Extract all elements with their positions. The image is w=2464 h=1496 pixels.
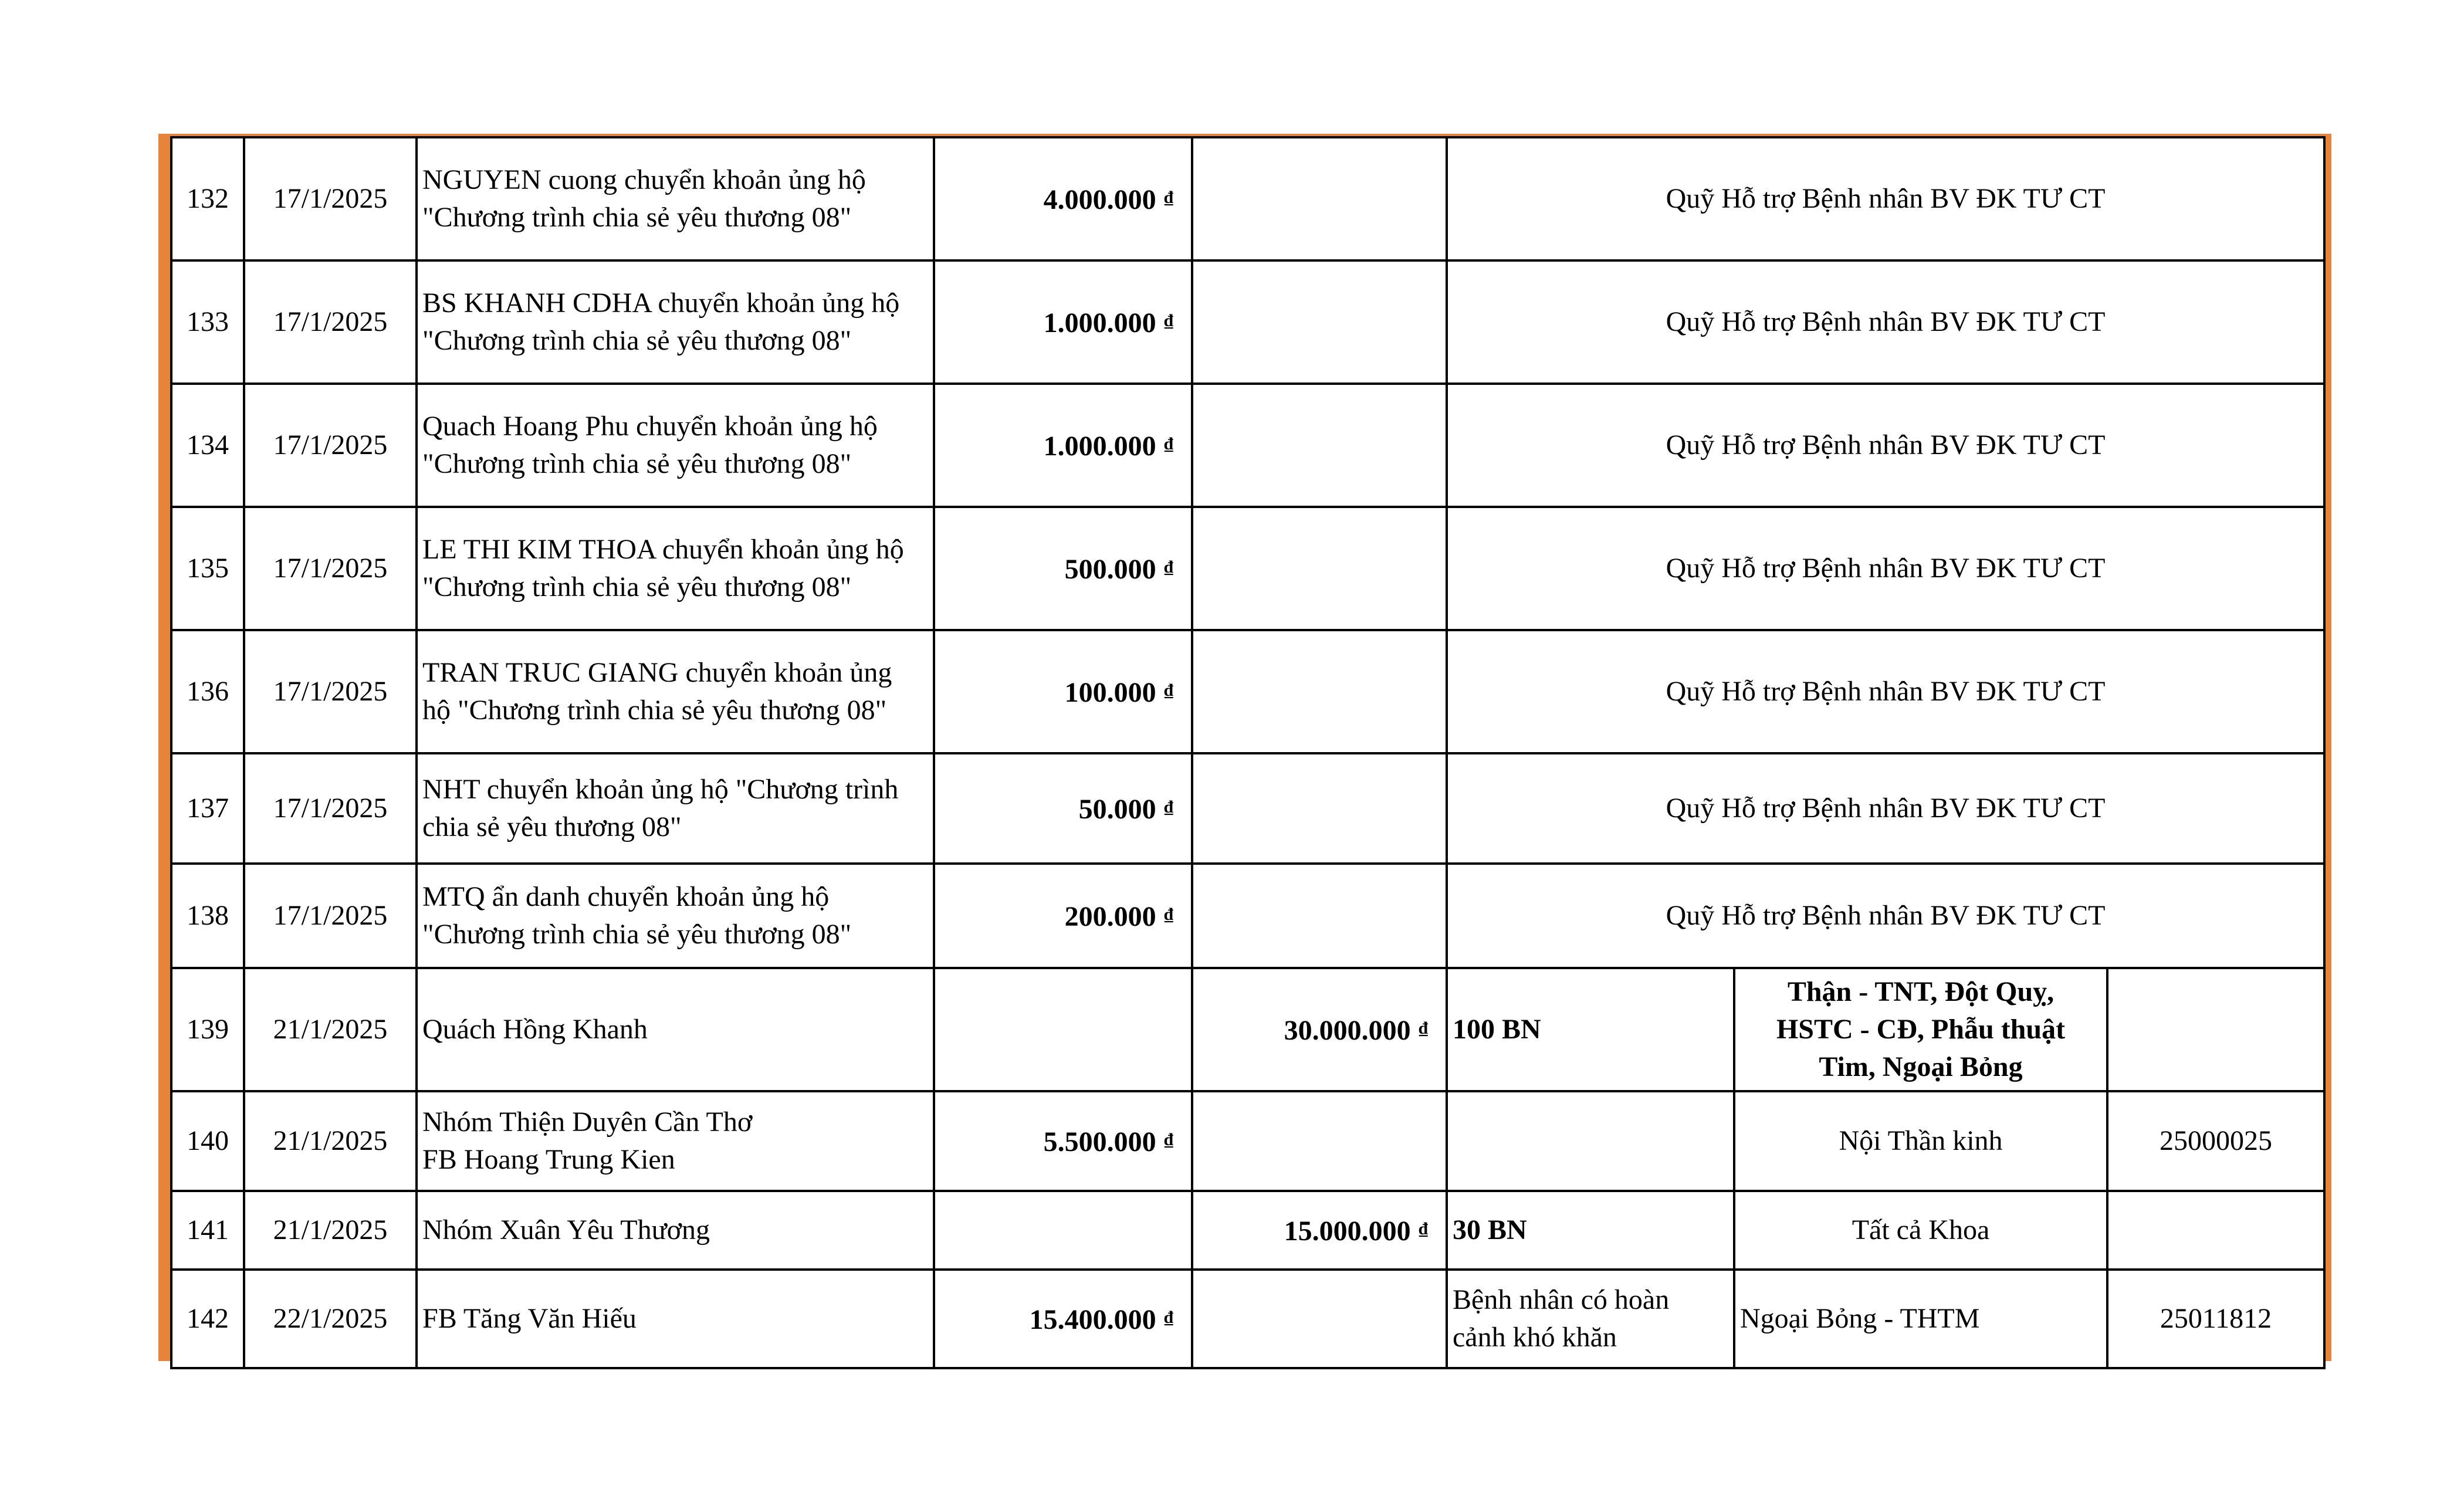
row-fund: Quỹ Hỗ trợ Bệnh nhân BV ĐK TƯ CT: [1447, 507, 2324, 630]
row-number: 141: [171, 1191, 244, 1270]
row-code: [2107, 1191, 2324, 1270]
row-amount-direct: [1192, 864, 1447, 968]
row-date: 17/1/2025: [244, 630, 417, 753]
row-description: Nhóm Thiện Duyên Cần Thơ FB Hoang Trung Kien: [417, 1091, 934, 1191]
row-amount-transfer: 1.000.000 ₫: [934, 384, 1192, 507]
row-description: Quach Hoang Phu chuyển khoản ủng hộ "Chương trình chia sẻ yêu thương 08": [417, 384, 934, 507]
row-amount-direct: [1192, 137, 1447, 260]
row-amount-direct: [1192, 507, 1447, 630]
row-code: [2107, 968, 2324, 1091]
row-amount-transfer: 5.500.000 ₫: [934, 1091, 1192, 1191]
row-description: NGUYEN cuong chuyển khoản ủng hộ "Chương trình chia sẻ yêu thương 08": [417, 137, 934, 260]
row-amount-direct: 15.000.000 ₫: [1192, 1191, 1447, 1270]
row-amount-transfer: 500.000 ₫: [934, 507, 1192, 630]
row-recipient: Bệnh nhân có hoàn cảnh khó khăn: [1447, 1270, 1734, 1368]
table-row: [171, 753, 2324, 864]
row-date: 17/1/2025: [244, 384, 417, 507]
row-amount-direct: [1192, 1270, 1447, 1368]
row-amount-direct: [1192, 630, 1447, 753]
row-date: 21/1/2025: [244, 968, 417, 1091]
row-recipient: 30 BN: [1447, 1191, 1734, 1270]
row-date: 21/1/2025: [244, 1191, 417, 1270]
row-description: LE THI KIM THOA chuyển khoản ủng hộ "Chương trình chia sẻ yêu thương 08": [417, 507, 934, 630]
table-row: [171, 137, 2324, 260]
row-date: 17/1/2025: [244, 260, 417, 384]
row-number: 138: [171, 864, 244, 968]
row-code: 25011812: [2107, 1270, 2324, 1368]
row-number: 137: [171, 753, 244, 864]
row-department: Ngoại Bỏng - THTM: [1734, 1270, 2107, 1368]
row-description: BS KHANH CDHA chuyển khoản ủng hộ "Chương trình chia sẻ yêu thương 08": [417, 260, 934, 384]
row-code: 25000025: [2107, 1091, 2324, 1191]
row-amount-transfer: [934, 1191, 1192, 1270]
row-amount-transfer: 15.400.000 ₫: [934, 1270, 1192, 1368]
row-date: 17/1/2025: [244, 864, 417, 968]
row-description: NHT chuyển khoản ủng hộ "Chương trình chia sẻ yêu thương 08": [417, 753, 934, 864]
row-number: 142: [171, 1270, 244, 1368]
row-fund: Quỹ Hỗ trợ Bệnh nhân BV ĐK TƯ CT: [1447, 630, 2324, 753]
table-row: [171, 260, 2324, 384]
row-number: 133: [171, 260, 244, 384]
row-amount-transfer: 50.000 ₫: [934, 753, 1192, 864]
row-description: Nhóm Xuân Yêu Thương: [417, 1191, 934, 1270]
row-recipient: 100 BN: [1447, 968, 1734, 1091]
row-description: Quách Hồng Khanh: [417, 968, 934, 1091]
table-row: [171, 630, 2324, 753]
row-date: 22/1/2025: [244, 1270, 417, 1368]
table-row: [171, 384, 2324, 507]
row-date: 21/1/2025: [244, 1091, 417, 1191]
row-amount-transfer: 200.000 ₫: [934, 864, 1192, 968]
row-amount-direct: [1192, 753, 1447, 864]
table-row: [171, 864, 2324, 968]
row-fund: Quỹ Hỗ trợ Bệnh nhân BV ĐK TƯ CT: [1447, 384, 2324, 507]
row-amount-direct: [1192, 384, 1447, 507]
table-row: [171, 1091, 2324, 1191]
row-amount-direct: [1192, 260, 1447, 384]
row-date: 17/1/2025: [244, 753, 417, 864]
row-number: 134: [171, 384, 244, 507]
row-fund: Quỹ Hỗ trợ Bệnh nhân BV ĐK TƯ CT: [1447, 260, 2324, 384]
row-number: 135: [171, 507, 244, 630]
row-date: 17/1/2025: [244, 137, 417, 260]
row-amount-transfer: 100.000 ₫: [934, 630, 1192, 753]
row-number: 136: [171, 630, 244, 753]
row-recipient: [1447, 1091, 1734, 1191]
row-amount-direct: 30.000.000 ₫: [1192, 968, 1447, 1091]
row-department: Thận - TNT, Đột Quỵ, HSTC - CĐ, Phẫu thuật Tim, Ngoại Bỏng: [1734, 968, 2107, 1091]
row-fund: Quỹ Hỗ trợ Bệnh nhân BV ĐK TƯ CT: [1447, 137, 2324, 260]
row-date: 17/1/2025: [244, 507, 417, 630]
table-row: [171, 507, 2324, 630]
row-amount-transfer: 1.000.000 ₫: [934, 260, 1192, 384]
row-description: TRAN TRUC GIANG chuyển khoản ủng hộ "Chương trình chia sẻ yêu thương 08": [417, 630, 934, 753]
table-row: [171, 1270, 2324, 1368]
row-description: FB Tăng Văn Hiếu: [417, 1270, 934, 1368]
row-number: 139: [171, 968, 244, 1091]
row-fund: Quỹ Hỗ trợ Bệnh nhân BV ĐK TƯ CT: [1447, 864, 2324, 968]
row-amount-direct: [1192, 1091, 1447, 1191]
row-department: Nội Thần kinh: [1734, 1091, 2107, 1191]
row-description: MTQ ẩn danh chuyển khoản ủng hộ "Chương trình chia sẻ yêu thương 08": [417, 864, 934, 968]
row-number: 132: [171, 137, 244, 260]
table-row: [171, 1191, 2324, 1270]
row-amount-transfer: 4.000.000 ₫: [934, 137, 1192, 260]
row-department: Tất cả Khoa: [1734, 1191, 2107, 1270]
donation-table: [170, 136, 2326, 1369]
table-row: [171, 968, 2324, 1091]
row-fund: Quỹ Hỗ trợ Bệnh nhân BV ĐK TƯ CT: [1447, 753, 2324, 864]
row-amount-transfer: [934, 968, 1192, 1091]
row-number: 140: [171, 1091, 244, 1191]
